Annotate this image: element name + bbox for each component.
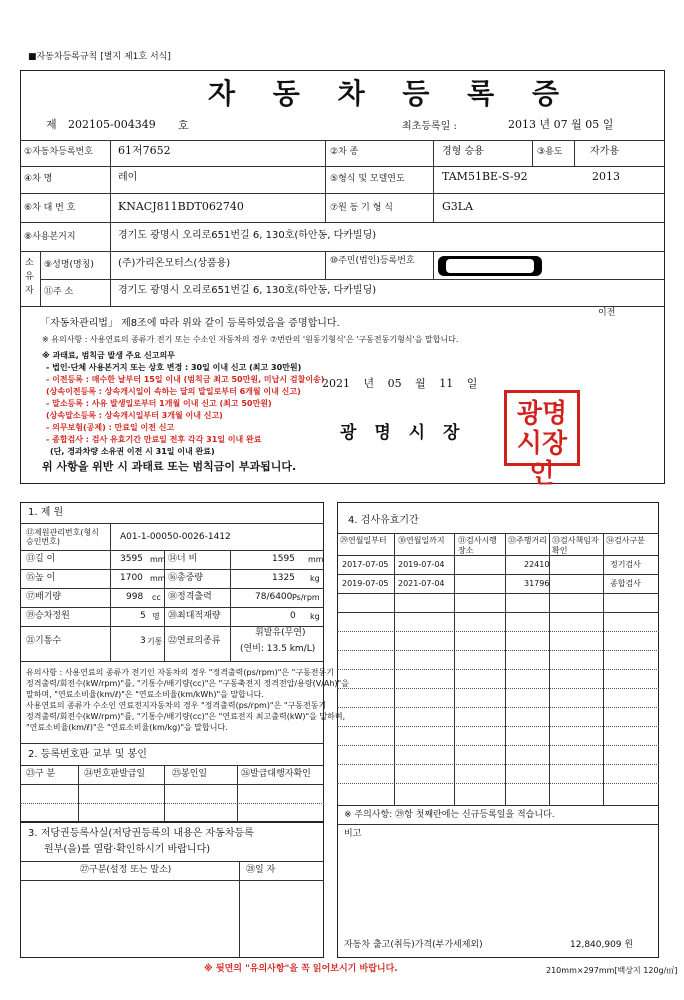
issuing-authority: 광 명 시 장 — [340, 423, 466, 443]
height-unit: mm — [150, 574, 166, 583]
mortgage-heading-2: 원부(을)를 열람·확인하시기 바랍니다) — [44, 844, 211, 855]
model-code: TAM51BE-S-92 — [442, 170, 528, 183]
fuel-efficiency: (연비: 13.5 km/L) — [240, 644, 316, 654]
inspection-from: 2017-07-05 — [342, 560, 389, 569]
power-label: ⑱정격출력 — [168, 592, 212, 602]
rule-reference: ■자동차등록규칙 [별지 제1호 서식] — [28, 52, 171, 62]
plate-col: ㉖발급대행자확인 — [241, 769, 311, 779]
cylinders-label: ㉑기통수 — [26, 636, 62, 646]
first-reg-label: 최초등록일 : — [402, 121, 457, 132]
penalty-line: - 말소등록 : 사유 발생일로부터 1개월 이내 신고 (최고 50만원) — [46, 399, 272, 408]
car-name-label: ④차 명 — [24, 174, 53, 184]
engine-type: G3LA — [442, 200, 474, 213]
plate-col: ㉕봉인일 — [172, 769, 208, 779]
car-name: 레이 — [118, 172, 138, 183]
load: 0 — [290, 611, 296, 621]
owner-name: (주)가리온모터스(상품용) — [118, 258, 231, 269]
remark-label: 비고 — [344, 829, 362, 839]
spec-note-line: 사용연료의 종류가 수소인 연료전지자동차의 경우 "정격출력(ps/rpm)"은 "구동전동기 — [26, 701, 327, 710]
height: 1700 — [120, 573, 143, 583]
certify-text: 「자동차관리법」 제8조에 따라 위와 같이 등록하였음을 증명합니다. — [40, 318, 340, 329]
owner-group-label: 소 유 자 — [25, 258, 34, 296]
engine-type-label: ⑦원 동 기 형 식 — [330, 203, 393, 213]
inspection-col: ㉛검사시행장소 — [458, 536, 497, 555]
inspection-type: 종합검사 — [610, 579, 641, 588]
inspection-col: ㉜주행거리 — [508, 536, 547, 545]
width-label: ⑭너 비 — [168, 554, 198, 564]
first-reg-date: 2013 년 07 월 05 일 — [508, 118, 614, 131]
plate-col: ㉔번호판발급일 — [84, 769, 146, 779]
length-label: ⑬길 이 — [26, 554, 56, 564]
length-unit: mm — [150, 555, 166, 564]
reg-no-suffix: 호 — [178, 119, 189, 132]
base-location-label: ⑧사용본거지 — [24, 232, 76, 242]
cylinders-unit: 기통 — [147, 637, 163, 646]
price-label: 자동차 출고(취득)가격(부가세제외) — [344, 940, 483, 950]
cylinders: 3 — [140, 636, 146, 646]
transfer-label: 이전 — [598, 308, 616, 318]
spec-note-line: 정격출력/회전수(kW/rpm)"를, "기통수/배기량(cc)"은 "연료전지 최고출력(kW)"을 말하며, — [26, 712, 346, 721]
spec-note-line: "연료소비율(km/ℓ)"은 "연료소비율(km/kg)"을 말합니다. — [26, 723, 228, 732]
displacement-unit: cc — [152, 593, 161, 602]
length: 3595 — [120, 554, 143, 564]
paper-spec: 210mm×297mm[백상지 120g/㎡] — [546, 966, 678, 975]
owner-address: 경기도 광명시 오리로651번길 6, 130호(하안동, 다카빌딩) — [118, 285, 377, 296]
base-location: 경기도 광명시 오리로651번길 6, 130호(하안동, 다카빌딩) — [118, 230, 377, 241]
inspection-to: 2019-07-04 — [398, 560, 445, 569]
spec-note-line: 정격출력/회전수(kW/rpm)"를, "기통수/배기량(cc)"은 "구동축전지 정격전압/용량(V/Ah)"을 — [26, 679, 349, 688]
official-seal: 광명시장인 — [504, 390, 580, 466]
penalty-line: - 이전등록 : 매수한 날부터 15일 이내 (범칙금 최고 50만원, 미납시 검찰이송) — [46, 375, 325, 384]
owner-idno-label: ⑩주민(법인)등록번호 — [330, 256, 415, 266]
inspection-heading: 4. 검사유효기간 — [348, 515, 419, 526]
vin-label: ⑥차 대 번 호 — [24, 203, 76, 213]
inspection-type: 정기검사 — [610, 560, 641, 569]
issue-date: 2021 년 05 월 11 일 — [322, 377, 478, 390]
seats-label: ⑲승차정원 — [26, 611, 70, 621]
gross-unit: kg — [310, 574, 320, 583]
document-title: 자 동 차 등 록 증 — [208, 77, 574, 110]
model-year-label: ⑤형식 및 모델연도 — [330, 174, 405, 184]
gross: 1325 — [272, 573, 295, 583]
penalty-warning: 위 사항을 위반 시 과태료 또는 범칙금이 부과됩니다. — [42, 460, 297, 473]
penalty-line: (상속이전등록 : 상속개시일이 속하는 달의 말일로부터 6개월 이내 신고) — [46, 387, 301, 396]
inspection-col: ㉚연월일까지 — [398, 536, 445, 545]
car-type: 경형 승용 — [442, 146, 484, 157]
spec-note-line: 말하며, "연료소비율(km/ℓ)"은 "연료소비율(km/kWh)"을 말합니다. — [26, 690, 264, 699]
car-number: 61저7652 — [118, 144, 171, 157]
mortgage-frame — [20, 822, 324, 958]
seats: 5 — [140, 611, 146, 621]
price: 12,840,909 원 — [570, 940, 634, 950]
penalty-line: (상속말소등록 : 상속개시일부터 3개월 이내 신고) — [46, 411, 223, 420]
gross-label: ⑯총중량 — [168, 573, 204, 583]
usage-label: ③용도 — [537, 147, 563, 157]
inspection-to: 2021-07-04 — [398, 579, 445, 588]
height-label: ⑮높 이 — [26, 573, 56, 583]
inspection-col: ㉞검사구분 — [606, 536, 645, 545]
displacement: 998 — [126, 592, 144, 602]
mortgage-col: ㉗구분(설정 또는 말소) — [80, 865, 172, 875]
car-type-label: ②차 종 — [330, 147, 359, 157]
inspection-km: 22410 — [524, 560, 550, 569]
approval-label: ⑫제원관리번호(형식승인번호) — [26, 528, 99, 547]
footer-notice: ※ 뒷면의 "유의사항"을 꼭 읽어보시기 바랍니다. — [204, 964, 398, 974]
penalty-heading: ※ 과태료, 범칙금 발생 주요 신고의무 — [42, 351, 175, 360]
width-unit: mm — [308, 555, 324, 564]
displacement-label: ⑰배기량 — [26, 592, 62, 602]
inspection-from: 2019-07-05 — [342, 579, 389, 588]
penalty-line: - 종합검사 : 검사 유효기간 만료일 전후 각각 31일 이내 완료 — [46, 435, 262, 444]
penalty-line: (단, 경과차량 소유권 이전 시 31일 이내 완료) — [50, 447, 215, 456]
width: 1595 — [272, 554, 295, 564]
inspection-col: ㉙연월일부터 — [340, 536, 387, 545]
plate-col: ㉓구 분 — [26, 769, 56, 779]
reg-no-prefix: 제 — [46, 118, 57, 131]
inspection-km: 31796 — [524, 579, 550, 588]
model-year: 2013 — [592, 170, 620, 183]
owner-name-label: ⑨성명(명칭) — [44, 260, 94, 270]
fuel-label: ㉒연료의종류 — [168, 636, 221, 646]
owner-address-label: ⑪주 소 — [44, 287, 74, 297]
vin: KNACJ811BDT062740 — [118, 200, 244, 213]
seats-unit: 명 — [152, 612, 160, 621]
inspection-col: ㉝검사책임자확인 — [552, 536, 599, 555]
fuel: 휘발유(무연) — [255, 628, 306, 638]
plate-heading: 2. 등록번호판 교부 및 봉인 — [28, 749, 147, 760]
certify-note: ※ 유의사항 : 사용연료의 종류가 전기 또는 수소인 자동차의 경우 ⑦번란의 '원동기형식'은 '구동전동기형식'을 말합니다. — [42, 335, 459, 344]
car-number-label: ①자동차등록번호 — [24, 147, 93, 157]
registration-number: 202105-004349 — [68, 118, 156, 131]
approval-no: A01-1-00050-0026-1412 — [120, 532, 231, 542]
usage: 자가용 — [590, 146, 619, 157]
power-unit: Ps/rpm — [292, 593, 320, 602]
spec-heading: 1. 제 원 — [28, 507, 64, 518]
penalty-line: - 의무보험(공제) : 만료일 이전 신고 — [46, 423, 175, 432]
load-label: ⑳최대적재량 — [168, 611, 221, 621]
inspection-frame — [337, 502, 659, 958]
power: 78/6400 — [255, 592, 293, 602]
mortgage-col: ㉘일 자 — [246, 865, 276, 875]
spec-note-line: 유의사항 : 사용연료의 종류가 전기인 자동차의 경우 "정격출력(ps/rpm)"은 "구동전동기 — [26, 668, 334, 677]
mortgage-heading: 3. 저당권등록사실(저당권등록의 내용은 자동차등록 — [28, 828, 254, 839]
inspection-caution: ※ 주의사항: ㉙항 첫째란에는 신규등록일을 적습니다. — [344, 810, 555, 820]
load-unit: kg — [310, 612, 320, 621]
penalty-line: - 법인·단체 사용본거지 또는 상호 변경 : 30일 이내 신고 (최고 30만원) — [46, 363, 302, 372]
